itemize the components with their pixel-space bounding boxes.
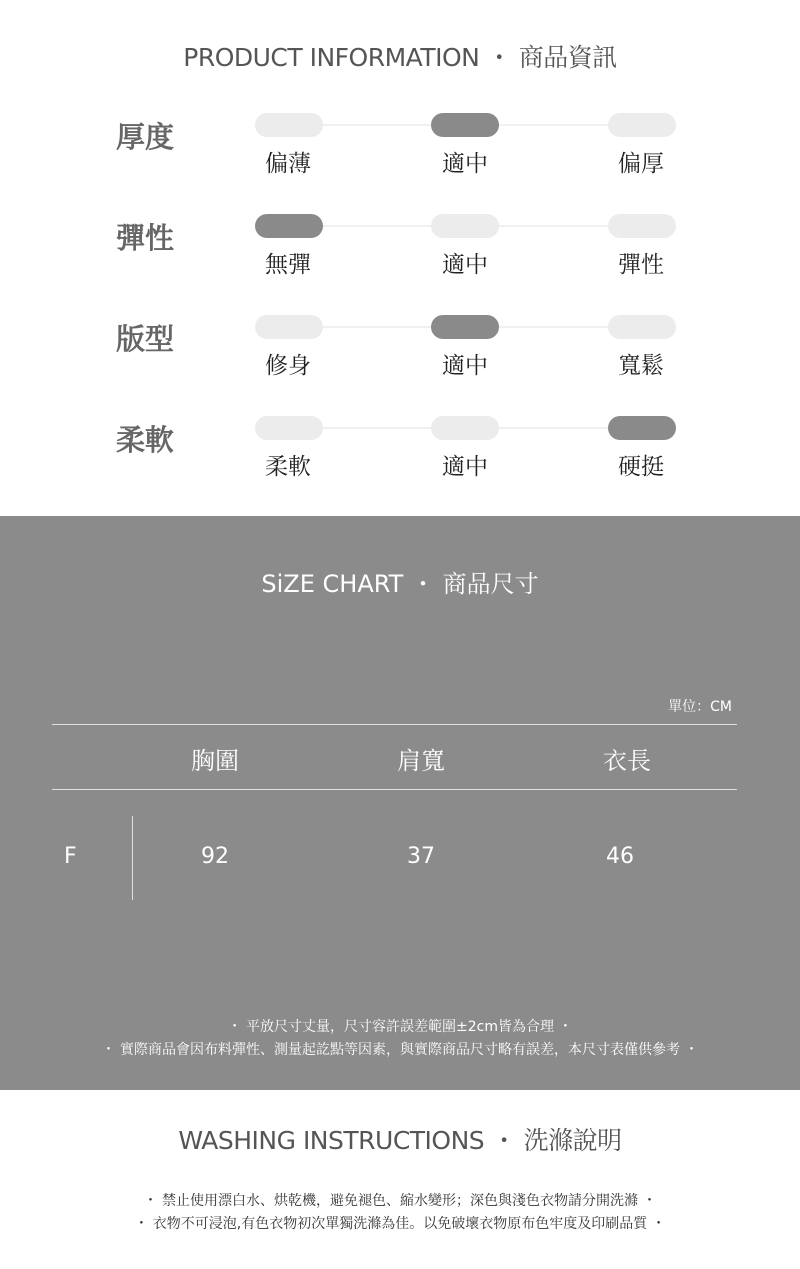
scale-pill (431, 416, 499, 440)
scale-pill (608, 214, 676, 238)
attribute-name: 柔軟 (116, 423, 175, 457)
scale-option: 適中 (442, 353, 488, 379)
table-header-rule (52, 789, 737, 790)
scale-pill (255, 315, 323, 339)
scale-option: 偏薄 (265, 151, 311, 177)
scale-option: 硬挺 (618, 454, 664, 480)
size-chart-title: SiZE CHART ・ 商品尺寸 (261, 570, 539, 598)
attribute-row-fit (0, 313, 800, 393)
attribute-row-elasticity (0, 212, 800, 292)
size-label: F (64, 844, 77, 869)
size-note: ・ 實際商品會因布料彈性、測量起訖點等因素，與實際商品尺寸略有誤差，本尺寸表僅供參考 ・ (101, 1042, 699, 1058)
column-header-shoulder: 肩寬 (397, 747, 445, 775)
scale-pill (608, 315, 676, 339)
table-top-rule (52, 724, 737, 725)
washing-line: ・ 衣物不可浸泡,有色衣物初次單獨洗滌為佳。以免破壞衣物原布色牢度及印刷品質 ・ (134, 1216, 666, 1232)
table-cell-chest: 92 (201, 844, 229, 869)
scale-pill (255, 416, 323, 440)
product-info-title: PRODUCT INFORMATION ・ 商品資訊 (183, 43, 617, 72)
scale-pill (608, 113, 676, 137)
scale-pill (431, 214, 499, 238)
scale-option: 彈性 (618, 252, 664, 278)
scale-option: 寬鬆 (618, 353, 664, 379)
attribute-row-thickness (0, 111, 800, 191)
table-row-divider (132, 816, 133, 900)
table-cell-length: 46 (606, 844, 634, 869)
size-note: ・ 平放尺寸丈量，尺寸容許誤差範圍±2cm皆為合理 ・ (227, 1019, 573, 1035)
size-chart-panel (0, 516, 800, 1090)
column-header-length: 衣長 (603, 747, 651, 775)
attribute-name: 版型 (116, 322, 175, 356)
scale-pill-selected (255, 214, 323, 238)
scale-pill-selected (431, 113, 499, 137)
scale-option: 偏厚 (618, 151, 664, 177)
scale-pill-selected (431, 315, 499, 339)
scale-option: 適中 (442, 454, 488, 480)
attribute-name: 厚度 (116, 120, 175, 154)
scale-option: 適中 (442, 151, 488, 177)
column-header-chest: 胸圍 (191, 747, 239, 775)
scale-option: 柔軟 (265, 454, 311, 480)
scale-option: 適中 (442, 252, 488, 278)
washing-line: ・ 禁止使用漂白水、烘乾機，避免褪色、縮水變形；深色與淺色衣物請分開洗滌 ・ (143, 1193, 657, 1209)
attribute-name: 彈性 (116, 221, 175, 255)
scale-pill-selected (608, 416, 676, 440)
table-cell-shoulder: 37 (407, 844, 435, 869)
scale-pill (255, 113, 323, 137)
scale-option: 修身 (265, 353, 311, 379)
washing-title: WASHING INSTRUCTIONS ・ 洗滌說明 (178, 1126, 622, 1155)
unit-label: 單位：CM (668, 699, 732, 715)
attribute-row-softness (0, 414, 800, 494)
scale-option: 無彈 (265, 252, 311, 278)
